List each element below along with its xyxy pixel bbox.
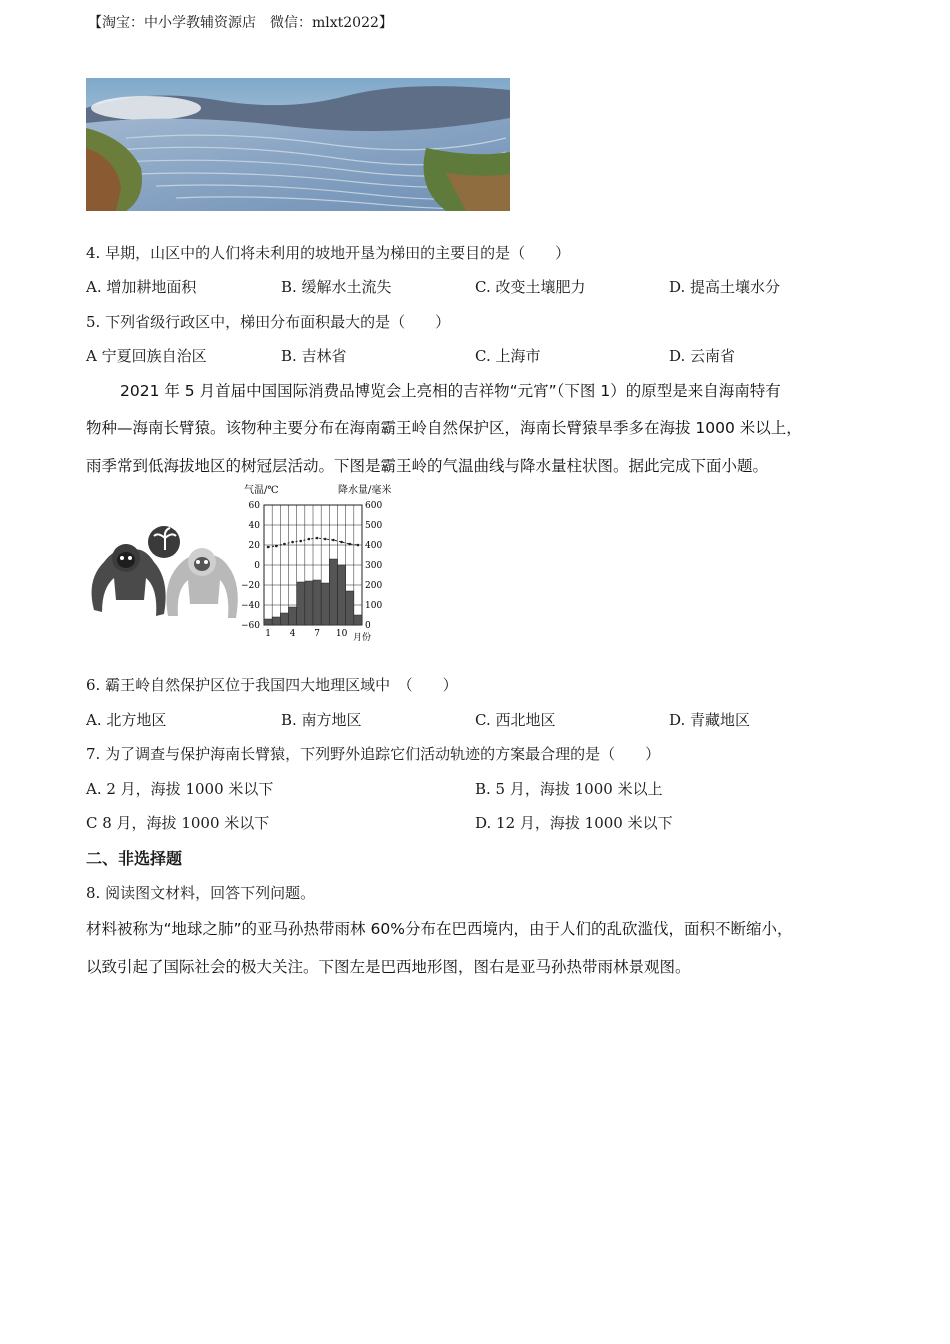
question-7-option-b: B. 5 月，海拔 1000 米以上 [475,780,663,798]
question-6-option-b: B. 南方地区 [281,711,362,729]
question-6-option-c: C. 西北地区 [475,711,556,729]
y-left-tick-label: 20 [248,541,260,551]
precip-bar [305,581,313,625]
material-line-2: 以致引起了国际社会的极大关注。下图左是巴西地形图，图右是亚马孙热带雨林景观图。 [86,958,691,976]
temperature-point [332,539,335,542]
question-5-option-d: D. 云南省 [669,347,736,365]
y-left-tick-label: −40 [241,601,260,611]
question-8-stem: 8. 阅读图文材料，回答下列问题。 [86,884,316,902]
y-right-tick-label: 600 [365,501,383,511]
passage-line-1: 2021 年 5 月首届中国国际消费品博览会上亮相的吉祥物“元宵”（下图 1）的原型是来自海南特有 [120,382,781,400]
passage-line-2: 物种—海南长臂猿。该物种主要分布在海南霸王岭自然保护区，海南长臂猿旱季多在海拔 1000 米以上， [86,419,802,437]
temperature-point [275,545,278,548]
x-tick-label: 4 [289,629,296,639]
question-5-option-c: C. 上海市 [475,347,541,365]
precip-bar [354,615,362,625]
y-left-tick-label: 60 [248,501,260,511]
temperature-point [348,543,351,546]
question-4-option-a: A. 增加耕地面积 [86,278,197,296]
y-right-tick-label: 100 [365,601,383,611]
light-gibbon-icon [166,548,237,618]
y-right-tick-label: 300 [365,561,383,571]
question-7-option-a: A. 2 月，海拔 1000 米以下 [86,780,274,798]
temperature-point [340,541,343,544]
y-left-tick-label: 40 [248,521,260,531]
y-left-tick-label: −60 [241,621,260,631]
question-4-option-d: D. 提高土壤水分 [669,278,781,296]
temperature-point [316,537,319,540]
y-right-tick-label: 400 [365,541,383,551]
palm-badge-icon [148,526,180,558]
y-left-label: 气温/℃ [244,485,279,496]
x-tick-label: 10 [335,629,348,639]
precip-bar [346,591,354,625]
precip-bar [297,582,305,625]
question-4-stem: 4. 早期，山区中的人们将未利用的坡地开垦为梯田的主要目的是（ ） [86,244,571,262]
question-6-option-a: A. 北方地区 [86,711,167,729]
y-right-tick-label: 0 [365,621,371,631]
question-6-option-d: D. 青藏地区 [669,711,751,729]
question-7-stem: 7. 为了调查与保护海南长臂猿，下列野外追踪它们活动轨迹的方案最合理的是（ ） [86,745,661,763]
temperature-point [267,546,270,549]
y-left-tick-label: −20 [241,581,260,591]
precip-bar [329,559,337,625]
precip-bar [264,619,272,625]
material-line-1: 材料被称为“地球之肺”的亚马孙热带雨林 60%分布在巴西境内，由于人们的乱砍滥伐，面积不断缩小， [86,920,793,938]
precip-bar [313,580,321,625]
x-tick-label: 7 [314,629,320,639]
temperature-point [357,544,360,547]
temperature-point [291,541,294,544]
x-axis-label: 月份 [353,633,372,643]
precip-bar [272,617,280,625]
question-5-stem: 5. 下列省级行政区中，梯田分布面积最大的是（ ） [86,313,451,331]
question-6-stem: 6. 霸王岭自然保护区位于我国四大地理区域中 （ ） [86,676,458,694]
y-right-tick-label: 500 [365,521,383,531]
y-right-tick-label: 200 [365,581,383,591]
y-left-tick-label: 0 [254,561,260,571]
header-watermark: 【淘宝：中小学教辅资源店 微信：mlxt2022】 [88,15,393,31]
question-7-option-d: D. 12 月，海拔 1000 米以下 [475,814,673,832]
question-5-option-b: B. 吉林省 [281,347,347,365]
question-4-option-b: B. 缓解水土流失 [281,278,392,296]
precip-bar [280,613,288,625]
precip-bar [338,565,346,625]
question-7-option-c: C 8 月，海拔 1000 米以下 [86,814,270,832]
temperature-point [283,543,286,546]
passage-line-3: 雨季常到低海拔地区的树冠层活动。下图是霸王岭的气温曲线与降水量柱状图。据此完成下面小题。 [86,457,769,475]
question-4-option-c: C. 改变土壤肥力 [475,278,586,296]
x-tick-label: 1 [265,629,271,639]
temperature-point [299,540,302,543]
precip-bar [321,583,329,625]
temperature-point [308,538,311,541]
temperature-point [324,538,327,541]
question-5-option-a: A 宁夏回族自治区 [86,347,207,365]
precip-bar [289,607,297,625]
terrace-photo [86,78,510,211]
climate-chart [238,480,418,648]
section-2-title: 二、非选择题 [86,849,183,868]
y-right-label: 降水量/毫米 [338,485,392,496]
